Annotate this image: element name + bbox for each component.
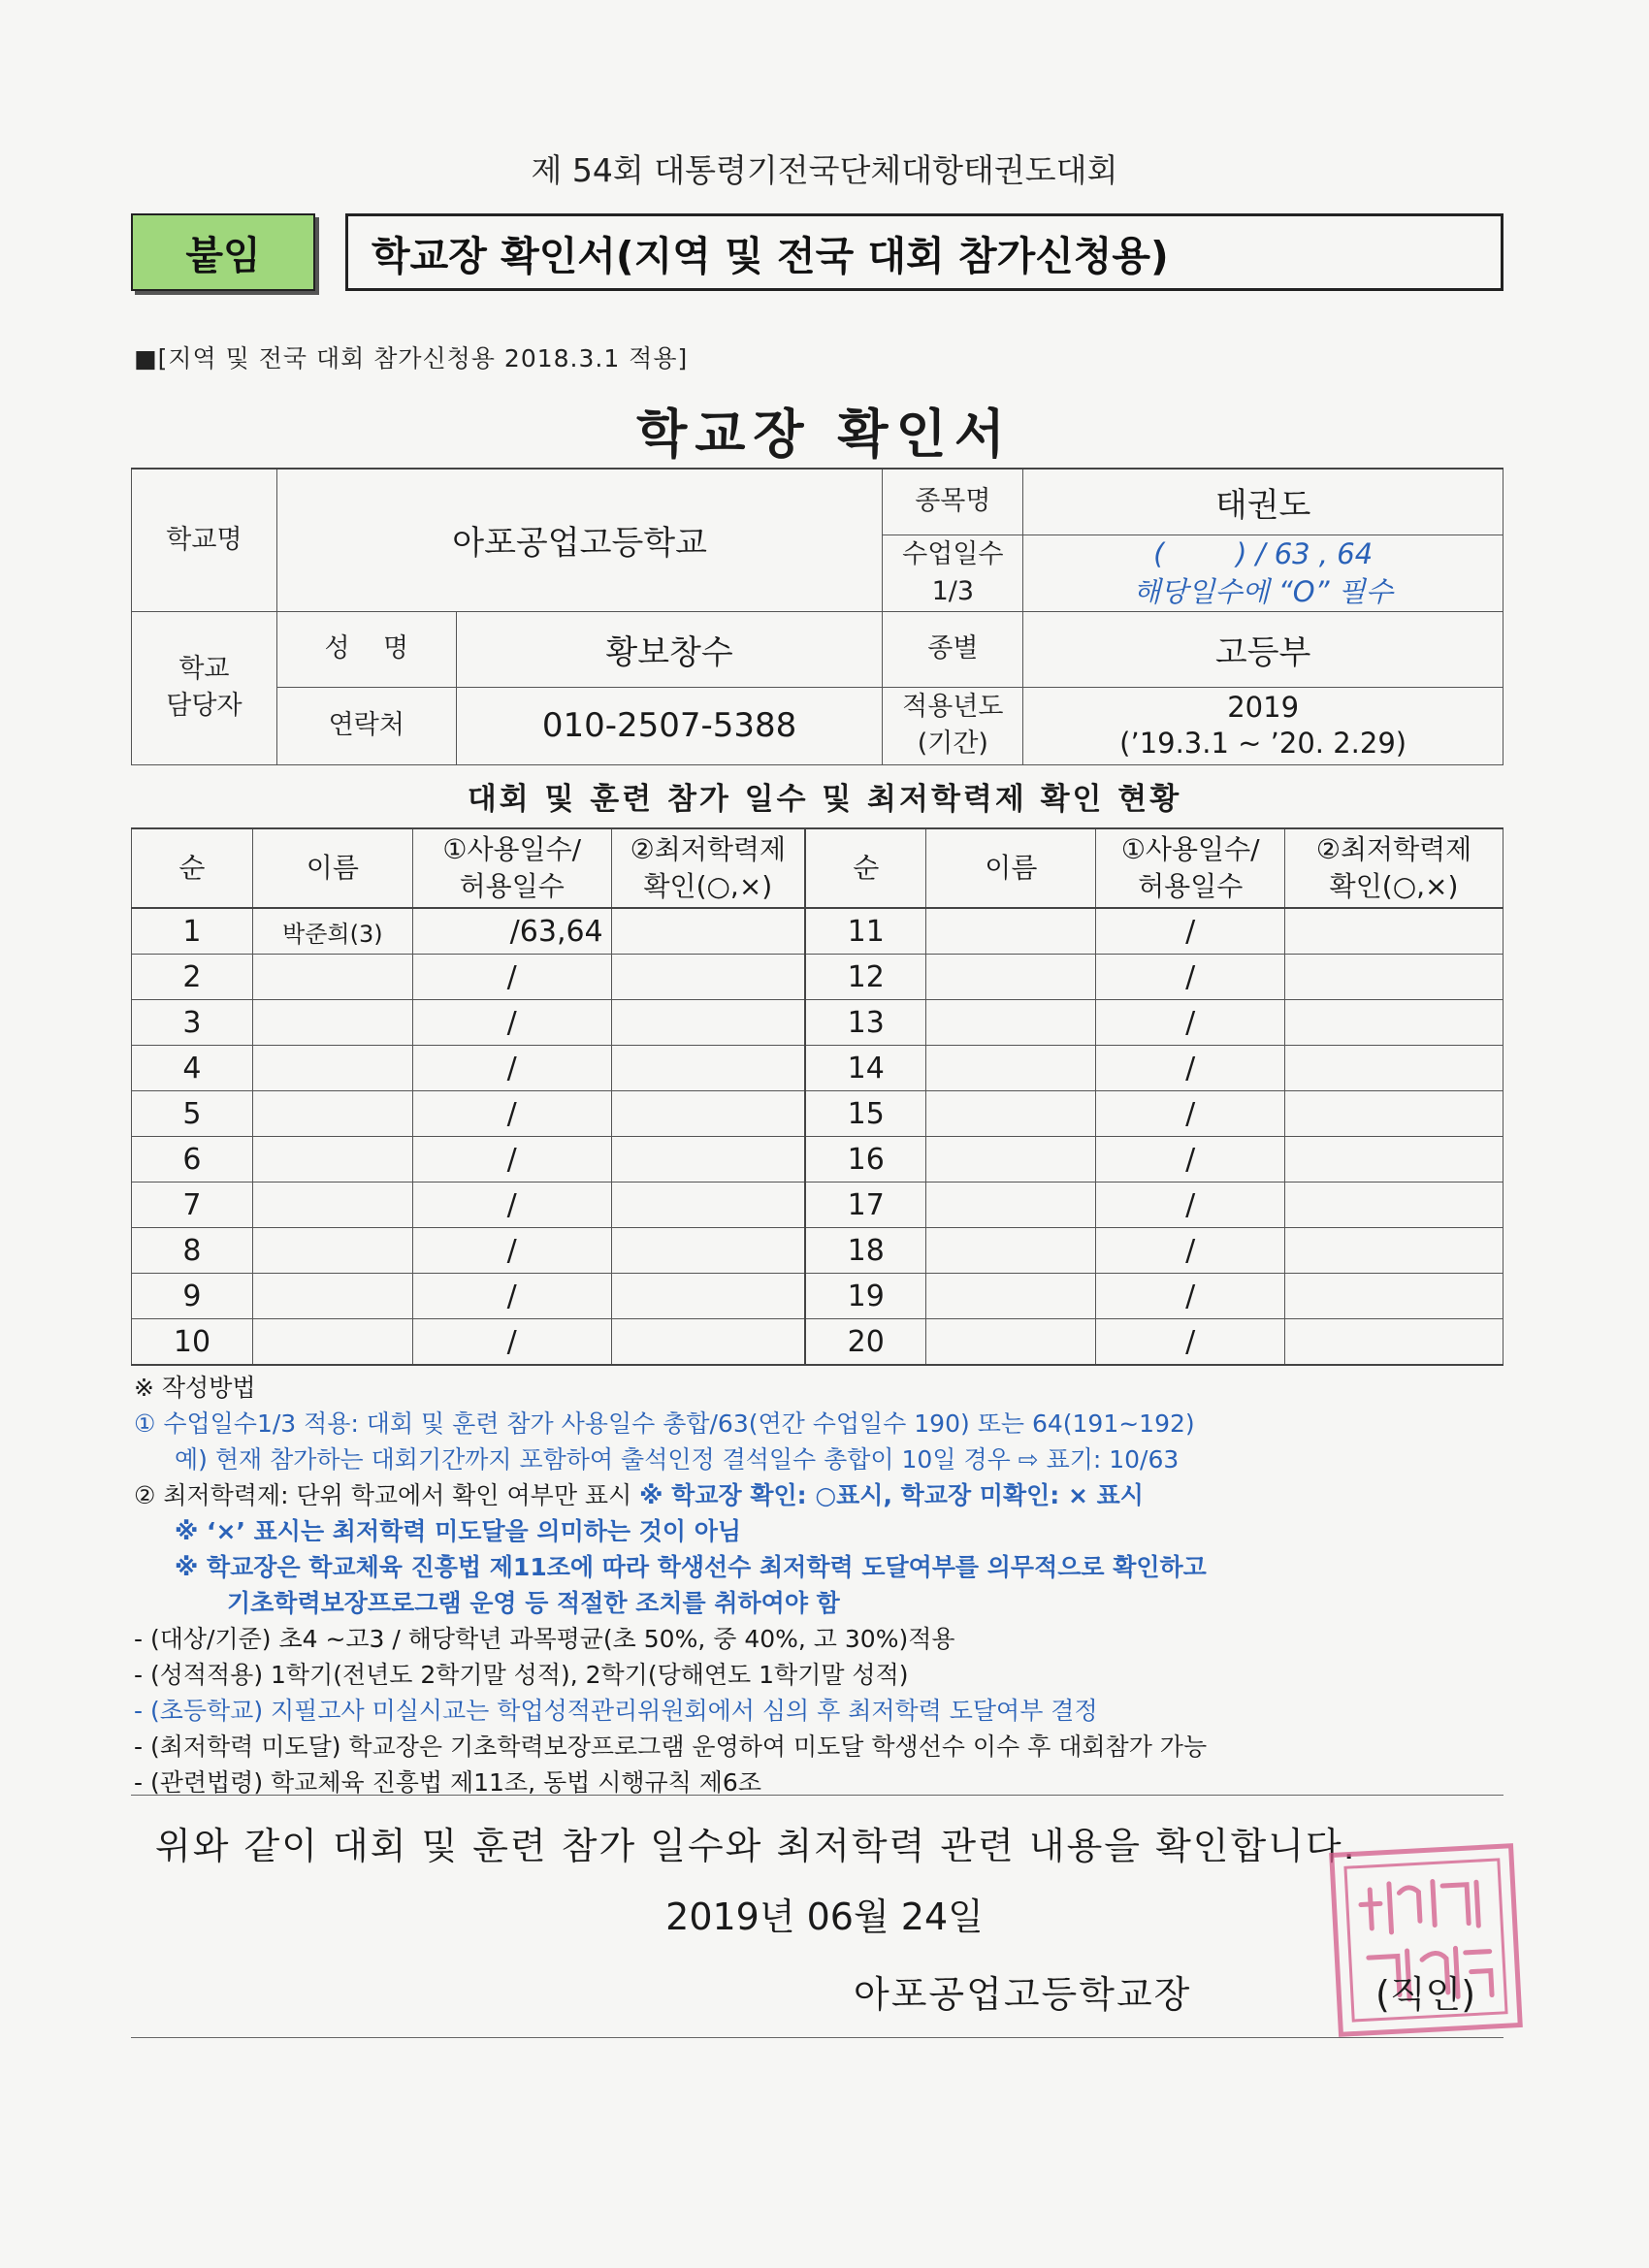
row-no: 12 [805, 955, 926, 1000]
row-name [926, 1319, 1096, 1366]
table-row [132, 1091, 1504, 1137]
row-days: / [412, 955, 611, 1000]
row-name [926, 1046, 1096, 1091]
header-check-left [611, 828, 805, 908]
row-no: 17 [805, 1183, 926, 1228]
staff-name-value: 황보창수 [456, 611, 883, 687]
class-days-value-line1: ( ) / 63 , 64 [1153, 536, 1374, 570]
row-name [926, 1137, 1096, 1183]
row-name [252, 1000, 412, 1046]
row-days: / [412, 1137, 611, 1183]
attachment-label: 붙임 [131, 213, 315, 291]
bottom-divider [131, 2037, 1504, 2038]
class-days-label [883, 535, 1023, 611]
event-title: 제 54회 대통령기전국단체대항태권도대회 [531, 151, 1118, 189]
header-check-left-line2: 확인(○,×) [643, 870, 773, 902]
contact-value: 010-2507-5388 [456, 687, 883, 764]
row-days: / [1096, 1319, 1285, 1366]
row-no: 4 [132, 1046, 253, 1091]
class-days-value [1023, 535, 1504, 611]
header-no-left: 순 [132, 828, 253, 908]
header-days-right-line2: 허용일수 [1138, 870, 1244, 902]
year-label-line2: (기간) [917, 729, 988, 760]
row-check [1285, 1228, 1504, 1274]
row-days: / [1096, 1000, 1285, 1046]
row-check [1285, 1091, 1504, 1137]
instruction-line: ※ ‘×’ 표시는 최저학력 미도달을 의미하는 것이 아님 [175, 1517, 742, 1545]
row-name: 박준희(3) [252, 908, 412, 955]
row-no: 5 [132, 1091, 253, 1137]
class-days-label-line1: 수업일수 [902, 538, 1004, 569]
row-check [611, 1137, 805, 1183]
document-heading: 학교장 확인서(지역 및 전국 대회 참가신청용) [345, 213, 1504, 291]
staff-label-line2: 담당자 [166, 691, 242, 722]
row-no: 6 [132, 1137, 253, 1183]
row-days: / [1096, 1183, 1285, 1228]
seal-label: (직인) [1375, 1973, 1476, 2016]
row-check [1285, 1319, 1504, 1366]
row-no: 3 [132, 1000, 253, 1046]
participation-records-table [131, 827, 1504, 1366]
row-check [611, 908, 805, 955]
row-name [926, 1000, 1096, 1046]
row-no: 11 [805, 908, 926, 955]
row-days: / [1096, 1091, 1285, 1137]
row-name [252, 1137, 412, 1183]
row-days: /63,64 [412, 908, 611, 955]
row-check [1285, 1274, 1504, 1319]
row-no: 9 [132, 1274, 253, 1319]
row-name [252, 1319, 412, 1366]
header-days-left-line1: ①사용일수/ [442, 833, 582, 866]
row-check [611, 955, 805, 1000]
row-check [1285, 1000, 1504, 1046]
row-no: 13 [805, 1000, 926, 1046]
row-check [611, 1091, 805, 1137]
row-days: / [1096, 955, 1285, 1000]
row-no: 10 [132, 1319, 253, 1366]
instruction-line: - (최저학력 미도달) 학교장은 기초학력보장프로그램 운영하여 미도달 학생선수 이수 후 대회참가 가능 [134, 1733, 1208, 1761]
divider [131, 1795, 1504, 1796]
row-check [1285, 1137, 1504, 1183]
header-name-right: 이름 [926, 828, 1096, 908]
instruction-line: - (초등학교) 지필고사 미실시교는 학업성적관리위원회에서 심의 후 최저학력 도달여부 결정 [134, 1697, 1098, 1725]
row-days: / [412, 1091, 611, 1137]
row-name [252, 1183, 412, 1228]
row-name [926, 1183, 1096, 1228]
row-no: 18 [805, 1228, 926, 1274]
row-days: / [1096, 1046, 1285, 1091]
staff-label [132, 611, 277, 764]
row-days: / [1096, 1228, 1285, 1274]
header-check-right [1285, 828, 1504, 908]
row-days: / [412, 1183, 611, 1228]
year-label-line1: 적용년도 [902, 692, 1004, 723]
instruction-line: - (관련법령) 학교체육 진흥법 제11조, 동법 시행규칙 제6조 [134, 1768, 761, 1797]
row-name [252, 1274, 412, 1319]
instruction-line: 기초학력보장프로그램 운영 등 적절한 조치를 취하여야 함 [227, 1589, 840, 1617]
row-check [1285, 1183, 1504, 1228]
table-row [132, 1274, 1504, 1319]
year-value-line1: 2019 [1227, 690, 1300, 724]
row-days: / [412, 1319, 611, 1366]
year-value [1023, 687, 1504, 764]
row-no: 15 [805, 1091, 926, 1137]
row-no: 7 [132, 1183, 253, 1228]
school-name-label: 학교명 [132, 469, 277, 611]
table-row [132, 1000, 1504, 1046]
header-days-right-line1: ①사용일수/ [1120, 833, 1260, 866]
table-row [132, 1183, 1504, 1228]
instruction-line: 예) 현재 참가하는 대회기간까지 포함하여 출석인정 결석일수 총합이 10일 경우 ⇨ 표기: 10/63 [175, 1445, 1180, 1474]
row-no: 8 [132, 1228, 253, 1274]
header-days-left-line2: 허용일수 [459, 870, 565, 902]
division-label: 종별 [883, 611, 1023, 687]
instruction-line-part: ② 최저학력제: 단위 학교에서 확인 여부만 표시 [134, 1481, 640, 1509]
row-name [252, 955, 412, 1000]
row-check [1285, 955, 1504, 1000]
row-check [611, 1274, 805, 1319]
sport-label: 종목명 [883, 469, 1023, 535]
row-check [611, 1046, 805, 1091]
instruction-line: - (대상/기준) 초4 ~고3 / 해당학년 과목평균(초 50%, 중 40%, 고 30%)적용 [134, 1625, 955, 1653]
school-name-value: 아포공업고등학교 [276, 469, 883, 611]
applicable-note: ■[지역 및 전국 대회 참가신청용 2018.3.1 적용] [134, 344, 689, 373]
row-days: / [1096, 908, 1285, 955]
staff-label-line1: 학교 [178, 654, 230, 685]
sport-value: 태권도 [1023, 469, 1504, 535]
row-check [1285, 1046, 1504, 1091]
table-row [132, 908, 1504, 955]
school-info-table [131, 468, 1504, 765]
row-days: / [412, 1000, 611, 1046]
header-check-left-line1: ②최저학력제 [630, 833, 787, 866]
class-days-value-line2: 해당일수에 “O” 필수 [1133, 574, 1393, 608]
division-value: 고등부 [1023, 611, 1504, 687]
instructions [134, 1370, 1511, 1800]
row-no: 20 [805, 1319, 926, 1366]
header-name-left: 이름 [252, 828, 412, 908]
contact-label: 연락처 [276, 687, 456, 764]
table-row [132, 1137, 1504, 1183]
row-check [611, 1000, 805, 1046]
school-head-signature: 아포공업고등학교장 [854, 1973, 1192, 2016]
confirmation-statement: 위와 같이 대회 및 훈련 참가 일수와 최저학력 관련 내용을 확인합니다. [155, 1825, 1357, 1867]
header-days-right [1096, 828, 1285, 908]
header-days-left [412, 828, 611, 908]
instruction-line [134, 1477, 1511, 1513]
staff-name-label: 성 명 [276, 611, 456, 687]
main-title: 학교장 확인서 [636, 404, 1013, 465]
row-no: 1 [132, 908, 253, 955]
header-no-right: 순 [805, 828, 926, 908]
row-name [926, 1274, 1096, 1319]
records-section-title: 대회 및 훈련 참가 일수 및 최저학력제 확인 현황 [467, 782, 1182, 817]
row-days: / [412, 1274, 611, 1319]
row-days: / [412, 1228, 611, 1274]
row-check [611, 1183, 805, 1228]
row-no: 16 [805, 1137, 926, 1183]
instruction-line-part: ※ 학교장 확인: ○표시, 학교장 미확인: × 표시 [639, 1481, 1144, 1509]
row-no: 14 [805, 1046, 926, 1091]
row-name [926, 1228, 1096, 1274]
row-days: / [1096, 1137, 1285, 1183]
table-row [132, 1228, 1504, 1274]
table-row [132, 1046, 1504, 1091]
instruction-line: ① 수업일수1/3 적용: 대회 및 훈련 참가 사용일수 총합/63(연간 수업일수 190) 또는 64(191~192) [134, 1409, 1195, 1438]
table-row [132, 1319, 1504, 1366]
class-days-label-line2: 1/3 [931, 575, 975, 606]
confirmation-date: 2019년 06월 24일 [665, 1895, 984, 1938]
instructions-title: ※ 작성방법 [134, 1374, 256, 1402]
row-name [926, 955, 1096, 1000]
row-name [926, 1091, 1096, 1137]
row-name [252, 1091, 412, 1137]
row-days: / [1096, 1274, 1285, 1319]
header-check-right-line2: 확인(○,×) [1329, 870, 1459, 902]
row-check [611, 1319, 805, 1366]
row-check [611, 1228, 805, 1274]
row-no: 19 [805, 1274, 926, 1319]
table-row [132, 955, 1504, 1000]
row-check [1285, 908, 1504, 955]
row-name [252, 1228, 412, 1274]
row-no: 2 [132, 955, 253, 1000]
year-label [883, 687, 1023, 764]
header-check-right-line1: ②최저학력제 [1315, 833, 1472, 866]
row-days: / [412, 1046, 611, 1091]
row-name [926, 908, 1096, 955]
instruction-line: - (성적적용) 1학기(전년도 2학기말 성적), 2학기(당해연도 1학기말 성적) [134, 1661, 909, 1689]
instruction-line: ※ 학교장은 학교체육 진흥법 제11조에 따라 학생선수 최저학력 도달여부를 의무적으로 확인하고 [175, 1553, 1207, 1581]
year-value-line2: (’19.3.1 ~ ’20. 2.29) [1119, 727, 1407, 761]
row-name [252, 1046, 412, 1091]
